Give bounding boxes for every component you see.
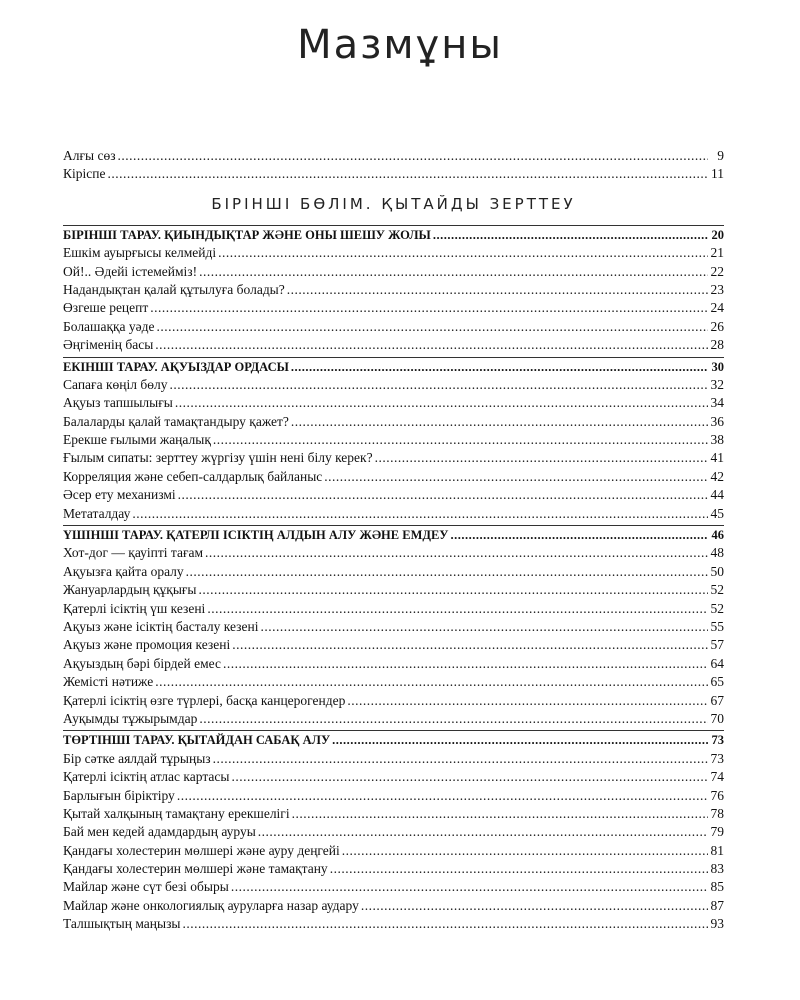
- entry-page-number: 30: [711, 359, 724, 374]
- entry-page-number: 83: [710, 861, 724, 877]
- entry-title: Қандағы холестерин мөлшері және тамақтану: [63, 861, 328, 877]
- dot-leader: [324, 468, 708, 486]
- chapter-entry[interactable]: [63, 226, 724, 244]
- entry-title: ЕКІНШІ ТАРАУ. АҚУЫЗДАР ОРДАСЫ: [63, 359, 289, 374]
- dot-leader: [291, 413, 708, 431]
- dot-leader: [175, 394, 708, 412]
- dot-leader: [207, 600, 708, 618]
- entry-page-number: 22: [710, 263, 724, 279]
- entry-page-number: 78: [710, 805, 724, 821]
- entry-page-number: 85: [710, 879, 724, 895]
- entry-title: Алғы сөз: [63, 148, 116, 163]
- entry-title: Өзгеше рецепт: [63, 300, 149, 316]
- toc-entry[interactable]: [63, 563, 724, 581]
- entry-page-number: 74: [710, 769, 724, 785]
- toc-entry[interactable]: [63, 897, 724, 915]
- dot-leader: [205, 544, 708, 562]
- toc-entry[interactable]: [63, 805, 724, 823]
- entry-title: Барлығын біріктіру: [63, 787, 175, 803]
- entry-title: Қатерлі ісіктің атлас картасы: [63, 769, 230, 785]
- dot-leader: [157, 318, 708, 336]
- entry-page-number: 11: [711, 166, 724, 182]
- toc-entry[interactable]: [63, 394, 724, 412]
- table-of-contents: [63, 147, 724, 934]
- dot-leader: [199, 581, 709, 599]
- toc-entry[interactable]: [63, 768, 724, 786]
- toc-entry[interactable]: [63, 336, 724, 354]
- entry-title: Талшықтың маңызы: [63, 916, 181, 932]
- entry-title: Ақуыз және промоция кезені: [63, 637, 231, 653]
- entry-title: Сапаға көңіл бөлу: [63, 376, 168, 392]
- entry-page-number: 52: [710, 582, 724, 598]
- entry-title: Қандағы холестерин мөлшері және ауру деңгейі: [63, 842, 340, 858]
- toc-entry[interactable]: [63, 878, 724, 896]
- entry-title: Қатерлі ісіктің үш кезені: [63, 600, 206, 616]
- toc-entry[interactable]: [63, 165, 724, 183]
- entry-title: Балаларды қалай тамақтандыру қажет?: [63, 413, 289, 429]
- entry-title: Бір сәтке аялдай тұрыңыз: [63, 750, 211, 766]
- entry-page-number: 73: [711, 733, 724, 748]
- toc-entry[interactable]: [63, 823, 724, 841]
- entry-title: Ақуызға қайта оралу: [63, 563, 184, 579]
- dot-leader: [199, 710, 708, 728]
- toc-entry[interactable]: [63, 673, 724, 691]
- toc-entry[interactable]: [63, 600, 724, 618]
- chapter-entry[interactable]: [63, 526, 724, 544]
- dot-leader: [178, 486, 708, 504]
- dot-leader: [186, 563, 708, 581]
- dot-leader: [232, 636, 708, 654]
- entry-page-number: 70: [710, 710, 724, 726]
- entry-page-number: 9: [717, 148, 724, 163]
- dot-leader: [223, 655, 708, 673]
- entry-title: Хот-дог — қауіпті тағам: [63, 545, 204, 561]
- entry-page-number: 67: [710, 692, 724, 708]
- entry-page-number: 50: [710, 563, 724, 579]
- toc-entry[interactable]: [63, 655, 724, 673]
- entry-page-number: 21: [710, 245, 724, 261]
- toc-entry[interactable]: [63, 468, 724, 486]
- entry-title: Кіріспе: [63, 166, 106, 182]
- dot-leader: [155, 336, 708, 354]
- entry-title: Метаталдау: [63, 505, 131, 521]
- entry-page-number: 34: [710, 395, 724, 411]
- toc-entry[interactable]: [63, 299, 724, 317]
- entry-page-number: 76: [710, 787, 724, 803]
- toc-entry[interactable]: [63, 710, 724, 728]
- toc-entry[interactable]: [63, 263, 724, 281]
- dot-leader: [107, 165, 708, 183]
- entry-title: Ерекше ғылыми жаңалық: [63, 432, 211, 448]
- dot-leader: [347, 692, 708, 710]
- entry-page-number: 36: [710, 413, 724, 429]
- entry-page-number: 44: [710, 487, 724, 503]
- dot-leader: [155, 673, 708, 691]
- entry-page-number: 23: [710, 281, 724, 297]
- entry-page-number: 45: [710, 505, 724, 521]
- dot-leader: [150, 299, 708, 317]
- toc-entry[interactable]: [63, 431, 724, 449]
- dot-leader: [450, 526, 708, 544]
- toc-entry[interactable]: [63, 147, 724, 165]
- entry-title: Қытай халқының тамақтану ерекшелігі: [63, 805, 290, 821]
- dot-leader: [258, 823, 708, 841]
- dot-leader: [218, 244, 708, 262]
- page-title: Мазмұны: [297, 22, 503, 68]
- entry-title: Ғылым сипаты: зерттеу жүргізу үшін нені білу керек?: [63, 450, 373, 466]
- dot-leader: [332, 731, 708, 749]
- dot-leader: [132, 505, 708, 523]
- entry-title: Майлар және онкологиялық ауруларға назар аудару: [63, 897, 359, 913]
- dot-leader: [291, 358, 708, 376]
- entry-title: Ақуыз және ісіктің басталу кезені: [63, 618, 259, 634]
- toc-entry[interactable]: [63, 692, 724, 710]
- toc-entry[interactable]: [63, 636, 724, 654]
- entry-page-number: 57: [710, 637, 724, 653]
- dot-leader: [330, 860, 708, 878]
- toc-entry[interactable]: [63, 505, 724, 523]
- entry-page-number: 87: [710, 897, 724, 913]
- entry-title: Қатерлі ісіктің өзге түрлері, басқа канцерогендер: [63, 692, 346, 708]
- entry-page-number: 93: [710, 916, 724, 932]
- dot-leader: [342, 842, 708, 860]
- toc-entry[interactable]: [63, 618, 724, 636]
- toc-entry[interactable]: [63, 915, 724, 933]
- toc-entry[interactable]: [63, 750, 724, 768]
- dot-leader: [292, 805, 708, 823]
- entry-page-number: 26: [710, 318, 724, 334]
- dot-leader: [231, 768, 708, 786]
- chapter-entry[interactable]: [63, 731, 724, 749]
- dot-leader: [183, 915, 709, 933]
- entry-page-number: 48: [710, 545, 724, 561]
- dot-leader: [433, 226, 708, 244]
- entry-title: Әсер ету механизмі: [63, 487, 176, 503]
- entry-page-number: 24: [710, 300, 724, 316]
- dot-leader: [169, 376, 708, 394]
- entry-page-number: 28: [710, 337, 724, 353]
- toc-entry[interactable]: [63, 376, 724, 394]
- entry-page-number: 81: [710, 842, 724, 858]
- toc-entry[interactable]: [63, 486, 724, 504]
- entry-title: Ақуыздың бәрі бірдей емес: [63, 655, 221, 671]
- entry-page-number: 64: [710, 655, 724, 671]
- entry-page-number: 42: [710, 468, 724, 484]
- dot-leader: [213, 431, 708, 449]
- toc-entry[interactable]: [63, 787, 724, 805]
- entry-title: ТӨРТІНШІ ТАРАУ. ҚЫТАЙДАН САБАҚ АЛУ: [63, 733, 331, 748]
- part-heading: БІРІНШІ БӨЛІМ. ҚЫТАЙДЫ ЗЕРТТЕУ: [211, 194, 576, 213]
- entry-page-number: 73: [710, 750, 724, 766]
- entry-title: Бай мен кедей адамдардың ауруы: [63, 824, 256, 840]
- entry-title: Надандықтан қалай құтылуға болады?: [63, 281, 285, 297]
- entry-page-number: 20: [711, 227, 724, 242]
- entry-title: Корреляция және себеп-салдарлық байланыс: [63, 468, 323, 484]
- entry-page-number: 52: [710, 600, 724, 616]
- entry-page-number: 46: [711, 528, 724, 543]
- toc-entry[interactable]: [63, 842, 724, 860]
- dot-leader: [231, 878, 708, 896]
- entry-title: Жемісті нәтиже: [63, 674, 154, 690]
- entry-title: Әңгіменің басы: [63, 337, 154, 353]
- entry-title: Ешкім ауырғысы келмейді: [63, 245, 217, 261]
- dot-leader: [287, 281, 708, 299]
- dot-leader: [118, 147, 708, 165]
- entry-page-number: 38: [710, 432, 724, 448]
- entry-title: Болашаққа уәде: [63, 318, 155, 334]
- entry-title: Ақуыз тапшылығы: [63, 395, 173, 411]
- dot-leader: [213, 750, 708, 768]
- entry-page-number: 79: [710, 824, 724, 840]
- entry-title: Ой!.. Әдейі істемейміз!: [63, 263, 198, 279]
- entry-title: БІРІНШІ ТАРАУ. ҚИЫНДЫҚТАР ЖӘНЕ ОНЫ ШЕШУ ЖОЛЫ: [63, 227, 431, 242]
- toc-entry[interactable]: [63, 449, 724, 467]
- dot-leader: [375, 449, 708, 467]
- entry-page-number: 41: [710, 450, 724, 466]
- toc-entry[interactable]: [63, 581, 724, 599]
- entry-title: Жануарлардың құқығы: [63, 582, 197, 598]
- toc-entry[interactable]: [63, 860, 724, 878]
- toc-entry[interactable]: [63, 281, 724, 299]
- entry-title: ҮШІНШІ ТАРАУ. ҚАТЕРЛІ ІСІКТІҢ АЛДЫН АЛУ ЖӘНЕ ЕМДЕУ: [63, 528, 449, 543]
- toc-entry[interactable]: [63, 413, 724, 431]
- toc-entry[interactable]: [63, 244, 724, 262]
- dot-leader: [361, 897, 708, 915]
- toc-entry[interactable]: [63, 318, 724, 336]
- entry-title: Ауқымды тұжырымдар: [63, 710, 198, 726]
- entry-page-number: 55: [710, 618, 724, 634]
- entry-page-number: 65: [710, 674, 724, 690]
- dot-leader: [199, 263, 708, 281]
- chapter-entry[interactable]: [63, 358, 724, 376]
- dot-leader: [260, 618, 708, 636]
- entry-title: Майлар және сүт безі обыры: [63, 879, 229, 895]
- dot-leader: [177, 787, 708, 805]
- entry-page-number: 32: [710, 376, 724, 392]
- toc-entry[interactable]: [63, 544, 724, 562]
